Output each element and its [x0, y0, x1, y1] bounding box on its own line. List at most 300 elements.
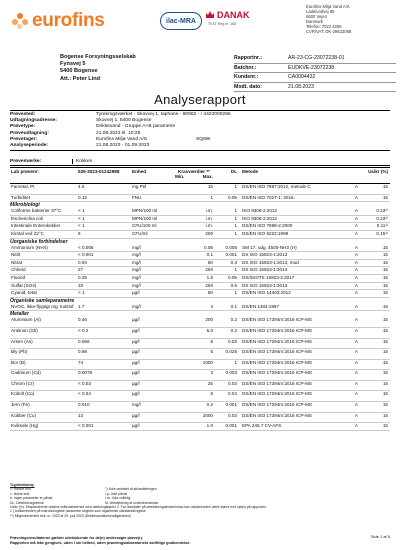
cell-accr: A: [354, 230, 358, 236]
cell-param: Bly (Pb): [11, 349, 28, 355]
report-meta-key: Batchnr.:: [234, 64, 286, 74]
cell-value: < 0.005: [78, 244, 94, 250]
cell-accr: A: [354, 303, 358, 309]
col-header-accr: [344, 168, 358, 183]
table-row: [10, 245, 390, 253]
footer-line-2: Rapporten må ikke gengives, uden i sin helhed, uden prøvningslaboratoriets skriftlige godkendelse.: [10, 540, 191, 545]
cell-param: Kobolt (Co): [11, 391, 35, 397]
cell-value: < 0.2: [78, 327, 89, 333]
cell-param: Nitrat: [11, 259, 22, 265]
cell-accr: A: [354, 359, 358, 365]
cell-unit: MPN/100 ml: [132, 215, 158, 221]
report-meta-row: [234, 54, 396, 64]
cell-min: [172, 391, 194, 401]
table-section-heading: Metaller: [10, 311, 29, 318]
cell-unit: CFU/100 ml: [132, 223, 157, 229]
table-row: [10, 339, 390, 350]
legend-note: **) Miljøministeriets bek. nr. 1023 af 29. juni 2023 (Drikkevandsbekendtgørelsen): [10, 513, 131, 518]
cell-accr: A: [354, 370, 358, 376]
cell-min: [172, 381, 194, 391]
col-header-method: Metode: [242, 169, 259, 174]
sample-info-value: Skovvej 1, 5400 Bogense: [96, 118, 152, 124]
cell-max: 200: [205, 230, 213, 236]
table-row: [10, 267, 390, 275]
report-meta-row: [234, 73, 396, 83]
cell-value: < 0.001: [78, 252, 94, 258]
cell-unit: mg/l: [132, 252, 141, 258]
cell-accr: A: [354, 252, 358, 258]
cell-method: DS ISO 15923-1:2013, mod: [242, 259, 299, 265]
table-row: [10, 195, 390, 203]
customer-line: 5400 Bogense: [60, 68, 98, 75]
col-header-krav-label: Kravværdier **: [178, 169, 210, 174]
cell-value: 0.46: [78, 317, 87, 323]
cell-method: DS/EN ISO 17294m:2016 ICP-MS: [242, 370, 312, 376]
cell-dl: 0.05: [228, 194, 237, 200]
cell-max: 250: [205, 267, 213, 273]
cell-method: DS/EN ISO 17294m:2016 ICP-MS: [242, 402, 312, 408]
cell-uncert: 15: [382, 402, 388, 408]
cell-dl: 1: [234, 230, 237, 236]
sample-info-key: Prøvetype:: [10, 124, 36, 130]
cell-method: DS/EN ISO 7027-1: 2016.: [242, 194, 295, 200]
cell-method: DS/EN ISO 17294m:2016 ICP-MS: [242, 327, 312, 333]
cell-accr: A: [354, 274, 358, 280]
cell-accr: A: [354, 423, 358, 429]
cell-method: ISO 9308-2:2012: [242, 208, 277, 214]
cell-unit: µg/l: [132, 349, 140, 355]
table-row: [10, 360, 390, 371]
cell-method: DS/EN ISO 7899-2:2000: [242, 223, 293, 229]
cell-value: 74: [78, 359, 84, 365]
report-meta-key: Modt. dato:: [234, 83, 286, 93]
col-header-unit: Enhed: [132, 169, 147, 174]
report-meta-value: 21.08.2023: [286, 83, 396, 93]
cell-max: 2000: [202, 412, 213, 418]
legend-item: >: større end: [10, 491, 30, 496]
cell-min: [172, 252, 194, 259]
lab-address-line: Telefon: 7022 4256: [306, 24, 342, 29]
cell-method: DS ISO 15923-1:2013: [242, 282, 288, 288]
cell-accr: A: [354, 338, 358, 344]
cell-max: 25: [207, 380, 213, 386]
cell-unit: mg Pt/l: [132, 184, 147, 189]
cell-max: 0.05: [204, 244, 213, 250]
cell-param: Kviksølv (Hg): [11, 423, 39, 429]
sample-mark-row: [10, 159, 390, 166]
cell-unit: µg/l: [132, 412, 140, 418]
cell-unit: µg/l: [132, 370, 140, 376]
cell-uncert: 15: [382, 423, 388, 429]
cell-method: DS/EN ISO 17294m:2016 ICP-MS: [242, 349, 312, 355]
sample-info-value-2: SQ6W: [196, 136, 211, 142]
cell-dl: 0.03: [228, 338, 237, 344]
cell-unit: µg/l: [132, 327, 140, 333]
cell-param: Bor (B): [11, 359, 26, 365]
cell-dl: 0.005: [225, 244, 237, 250]
cell-min: [172, 260, 194, 267]
cell-accr: A: [354, 380, 358, 386]
cell-min: [172, 349, 194, 359]
cell-min: [172, 245, 194, 252]
cell-value: 33: [78, 282, 84, 288]
cell-max: 50: [207, 259, 213, 265]
sample-info-key: Prøvetager:: [10, 136, 38, 142]
cell-accr: A: [354, 208, 358, 214]
legend-item: #: Ingen parameter er påvist: [10, 496, 53, 501]
legend-item: i.p.: ikke påvist: [105, 491, 128, 496]
col-header-uncert: Usikr (%): [368, 169, 388, 174]
cell-min: [172, 231, 194, 238]
cell-dl: 1: [234, 223, 237, 229]
cell-param: Antimon (Sb): [11, 327, 38, 333]
cell-unit: mg/l: [132, 303, 141, 309]
customer-line: Att.: Peter Lind: [60, 75, 101, 82]
cell-uncert: 15: [382, 274, 388, 280]
danak-crown-icon: [205, 10, 215, 20]
cell-dl: 1: [234, 267, 237, 273]
cell-accr: A: [354, 194, 358, 200]
table-row: [10, 208, 390, 216]
table-row: [10, 391, 390, 402]
cell-uncert: 15: [382, 359, 388, 365]
cell-max: 5: [210, 338, 213, 344]
table-row: [10, 413, 390, 424]
cell-uncert: 0.23¹⁾: [376, 208, 388, 214]
sample-info: [10, 110, 390, 151]
table-row: [10, 223, 390, 231]
cell-accr: A: [354, 184, 358, 189]
cell-max: 15: [207, 184, 213, 189]
cell-max: 50: [207, 290, 213, 296]
cell-min: [172, 402, 194, 412]
col-header-param: Lab prøvenr:: [11, 169, 40, 174]
cell-max: 5: [210, 349, 213, 355]
col-header-min: Min.: [175, 174, 185, 179]
lab-address-line: 6600 Vejen: [306, 14, 327, 19]
cell-unit: mg/l: [132, 274, 141, 280]
cell-min: [172, 283, 194, 290]
col-header-dl: DL: [230, 169, 237, 174]
cell-value: 27: [78, 267, 84, 273]
cell-dl: 0.001: [225, 423, 237, 429]
cell-accr: A: [354, 391, 358, 397]
cell-param: Nitrit: [11, 252, 21, 258]
cell-min: [172, 370, 194, 380]
cell-min: [172, 304, 194, 311]
cell-dl: 0.3: [230, 259, 237, 265]
cell-param: Coliforme bakterier 37°C: [11, 208, 62, 214]
lab-address-line: Danmark: [306, 19, 323, 24]
sample-info-key: Prøveudtagning:: [10, 130, 49, 136]
footer-line-1: Prøvningsresultaterne gælder udelukkende for de(n) undersøgte prøve(r).: [10, 536, 143, 540]
cell-param: Arsen (As): [11, 338, 33, 344]
legend-item: i.m.: Ikke målelig: [105, 496, 131, 501]
col-header-krav-sub: [172, 174, 216, 179]
cell-param: Chrom (Cr): [11, 380, 34, 386]
cell-uncert: 15: [382, 349, 388, 355]
col-header-max: Max.: [202, 174, 213, 179]
cell-uncert: 15: [382, 252, 388, 258]
eurofins-logo: [12, 10, 105, 32]
cell-min: [172, 208, 194, 215]
cell-unit: mg/l: [132, 259, 141, 265]
sample-info-value: Drikkevand - Gruppe A+B parametre: [96, 124, 176, 130]
cell-accr: A: [354, 327, 358, 333]
table-row: [10, 216, 390, 224]
danak-subtitle: TEST Reg.nr. 168: [208, 22, 236, 26]
sample-mark-value: Kokken: [72, 159, 390, 164]
customer-line: Fynsvej 5: [60, 61, 86, 68]
sample-info-value: 21.08.2023 - 01.09.2023: [96, 143, 150, 149]
cell-max: 5.0: [206, 327, 213, 333]
cell-method: DS/EN ISO 7887:2012, metode C: [242, 184, 311, 189]
cell-unit: µg/l: [132, 359, 140, 365]
ilac-mra-logo: ilac-MRA: [160, 12, 202, 30]
cell-uncert: 0.11¹⁾: [376, 223, 388, 229]
report-meta-row: [234, 64, 396, 74]
table-row: [10, 317, 390, 328]
cell-dl: 0.1: [230, 303, 237, 309]
cell-dl: 0.001: [225, 252, 237, 258]
report-meta-value: CA0004432: [286, 73, 396, 83]
table-row: [10, 349, 390, 360]
sample-mark-key: Prøvemærke:: [10, 159, 42, 164]
cell-dl: 0.05: [228, 274, 237, 280]
sample-info-key: Analyseperiode:: [10, 143, 49, 149]
cell-param: Chlorid: [11, 267, 26, 273]
cell-method: DS/EN 1484:1997: [242, 303, 280, 309]
table-row: [10, 260, 390, 268]
cell-accr: A: [354, 267, 358, 273]
legend-item: °): Ikke omfattet af akkrediteringen: [105, 487, 157, 492]
cell-max: i.m.: [205, 215, 213, 221]
cell-method: DS/EN ISO 17294m:2016 ICP-MS: [242, 317, 312, 323]
cell-unit: µg/l: [132, 380, 140, 386]
eurofins-logo-icon: [12, 13, 28, 29]
cell-uncert: 15: [382, 259, 388, 265]
cell-max: 3: [210, 370, 213, 376]
results-table-body: [10, 184, 390, 431]
cell-dl: 0.5: [230, 282, 237, 288]
cell-dl: 1: [234, 184, 237, 189]
cell-method: DS/EN ISO 17294m:2016 ICP-MS: [242, 359, 312, 365]
cell-unit: µg/l: [132, 391, 140, 397]
cell-value: < 1: [78, 215, 85, 221]
report-meta-value: EUDKVE-23072238: [286, 64, 396, 74]
legend-note: 1 ) Usikkerheden på mikrobiologiske parametre angives som logaritmisk standardafvigelse.: [10, 509, 147, 514]
cell-uncert: 15: [382, 338, 388, 344]
lab-address-line: CVR/VAT: DK-29822088: [306, 29, 352, 34]
cell-dl: 0.2: [230, 327, 237, 333]
cell-min: [172, 360, 194, 370]
table-row: [10, 402, 390, 413]
cell-uncert: 15: [382, 380, 388, 386]
legend-item: M: Ultrafyldning af underleverandør: [105, 500, 159, 505]
page-number: Side 1 af 5: [370, 534, 390, 539]
cell-value: < 0.03: [78, 380, 91, 386]
table-row: [10, 328, 390, 339]
cell-param: Sulfat (SO4): [11, 282, 37, 288]
cell-method: DS/EN ISO 17294m:2016 ICP-MS: [242, 391, 312, 397]
legend-columns: [10, 487, 390, 505]
cell-uncert: 0.23¹⁾: [376, 215, 388, 221]
cell-max: 1.5: [206, 274, 213, 280]
cell-method: DS/ISO/TS 15923-2:2017: [242, 274, 295, 280]
table-row: [10, 381, 390, 392]
cell-uncert: 15: [382, 244, 388, 250]
table-row: [10, 283, 390, 291]
cell-unit: µg/l: [132, 317, 140, 323]
customer-line: Bogense Forsyningsselskab: [60, 54, 136, 60]
cell-max: i.m.: [205, 208, 213, 214]
cell-unit: mg/l: [132, 282, 141, 288]
cell-param: Cyanid, totat: [11, 290, 37, 296]
cell-min: [172, 216, 194, 223]
cell-method: DS ISO 15923-1:2013: [242, 267, 288, 273]
logo-text: eurofins: [32, 10, 105, 31]
cell-value: 4.5: [78, 184, 85, 189]
cell-max: 5: [210, 391, 213, 397]
cell-unit: mg/l: [132, 244, 141, 250]
cell-value: < 0.001: [78, 423, 94, 429]
cell-unit: mg/l: [132, 402, 141, 408]
cell-method: DS/EN ISO 6222:1999: [242, 230, 289, 236]
cell-param: Farvetal, Pt: [11, 184, 35, 189]
cell-dl: 0.03: [228, 412, 237, 418]
cell-method: SM 17. udg. 4500-NH3 (H): [242, 244, 297, 250]
cell-method: ISO 9308-2:2012: [242, 215, 277, 221]
cell-dl: 1: [234, 359, 237, 365]
legend-col-1: [10, 487, 105, 505]
cell-uncert: 15: [382, 317, 388, 323]
table-row: [10, 290, 390, 298]
cell-unit: µg/l: [132, 338, 140, 344]
cell-value: < 1: [78, 208, 85, 214]
report-meta-value: AR-23-CG-23072238-01: [286, 54, 396, 64]
cell-value: 0.010: [78, 402, 90, 408]
cell-min: [172, 184, 194, 194]
cell-min: [172, 267, 194, 274]
cell-max: 0.1: [206, 252, 213, 258]
cell-max: 250: [205, 282, 213, 288]
cell-max: 1: [210, 194, 213, 200]
cell-max: 1000: [202, 359, 213, 365]
cell-value: 0.0079: [78, 370, 93, 376]
report-meta-row: [234, 83, 396, 93]
cell-value: 13: [78, 412, 84, 418]
cell-value: 0.12: [78, 194, 87, 200]
table-row: [10, 184, 390, 195]
cell-dl: 1: [234, 215, 237, 221]
table-row: [10, 423, 390, 431]
cell-value: < 1: [78, 223, 85, 229]
page-title: Analyserapport: [154, 92, 246, 107]
cell-unit: mg/l: [132, 267, 141, 273]
cell-unit: MPN/100 ml: [132, 208, 158, 214]
report-meta-key: Rapportnr.:: [234, 54, 286, 64]
cell-dl: 0.001: [225, 402, 237, 408]
cell-unit: CFU/ml: [132, 230, 148, 236]
legend-col-2: [105, 487, 200, 505]
lab-address: [306, 4, 351, 34]
cell-param: Aluminium (Al): [11, 317, 41, 323]
sample-info-value: Tyrekrogsværket - Skovvej 1, taphane - 80982 - / 4423000296: [96, 112, 231, 117]
legend-item: DL: Detektionsgrænse: [10, 500, 44, 505]
col-header-sample: 535-2023-01242988: [78, 169, 120, 174]
cell-uncert: 15: [382, 184, 388, 189]
cell-max: 0.2: [206, 402, 213, 408]
cell-value: 0.93: [78, 259, 87, 265]
table-section-heading: Mikrobiologi: [10, 202, 40, 209]
cell-accr: A: [354, 244, 358, 250]
cell-min: [172, 275, 194, 282]
results-table: [10, 167, 390, 431]
cell-max: 1.0: [206, 423, 213, 429]
customer-address: [60, 54, 136, 83]
cell-min: [172, 290, 194, 297]
cell-accr: A: [354, 349, 358, 355]
legend-note: Usikr (%): Ekspanderede relative måleusikkerhed med dækningsfaktor 2. For resultater på detektionsgrænseniveau kan usikkerheden være større end oplyst på rapporten.: [10, 505, 267, 510]
cell-value: 0.25: [78, 274, 87, 280]
cell-dl: 1: [234, 208, 237, 214]
sample-info-key: Prøvested:: [10, 112, 36, 117]
table-row: [10, 231, 390, 239]
cell-uncert: 15: [382, 303, 388, 309]
table-row: [10, 275, 390, 283]
sample-info-row: [10, 143, 390, 149]
cell-accr: A: [354, 223, 358, 229]
page-footer: [10, 536, 390, 545]
cell-min: [172, 423, 194, 430]
cell-value: 0.066: [78, 338, 90, 344]
cell-value: < 1: [78, 290, 85, 296]
legend-heading: Tegnforklaring:: [10, 483, 35, 487]
cell-param: Escherichia coli: [11, 215, 43, 221]
cell-uncert: 0.15¹⁾: [376, 230, 388, 236]
cell-value: 1.7: [78, 303, 85, 309]
cell-uncert: 15: [382, 267, 388, 273]
cell-uncert: 15: [382, 370, 388, 376]
table-section-heading: Uorganiske forbindelser: [10, 238, 68, 245]
cell-max: 200: [205, 317, 213, 323]
report-meta: [234, 54, 396, 92]
cell-uncert: 15: [382, 282, 388, 288]
cell-param: Fluorid: [11, 274, 26, 280]
cell-unit: µg/l: [132, 423, 140, 429]
cell-max: i.m.: [205, 223, 213, 229]
results-table-header: [10, 167, 390, 184]
cell-accr: A: [354, 290, 358, 296]
cell-param: Ammonium (NH4): [11, 244, 48, 250]
cell-accr: A: [354, 259, 358, 265]
legend: [10, 483, 390, 518]
cell-uncert: 15: [382, 412, 388, 418]
cell-param: Turbiditet: [11, 194, 30, 200]
cell-dl: 0.04: [228, 391, 237, 397]
cell-dl: 0.03: [228, 380, 237, 386]
cell-method: DS/EN ISO 17294m:2016 ICP-MS: [242, 338, 312, 344]
cell-accr: A: [354, 412, 358, 418]
col-header-krav: [172, 168, 216, 183]
legend-item: <: mindre end: [10, 487, 31, 492]
cell-min: [172, 328, 194, 338]
cell-min: [172, 223, 194, 230]
report-meta-key: Kundenr.:: [234, 73, 286, 83]
cell-unit: µg/l: [132, 290, 140, 296]
lab-address-line: Eurofins Miljø Vand A/S: [306, 4, 350, 9]
table-row: [10, 370, 390, 381]
